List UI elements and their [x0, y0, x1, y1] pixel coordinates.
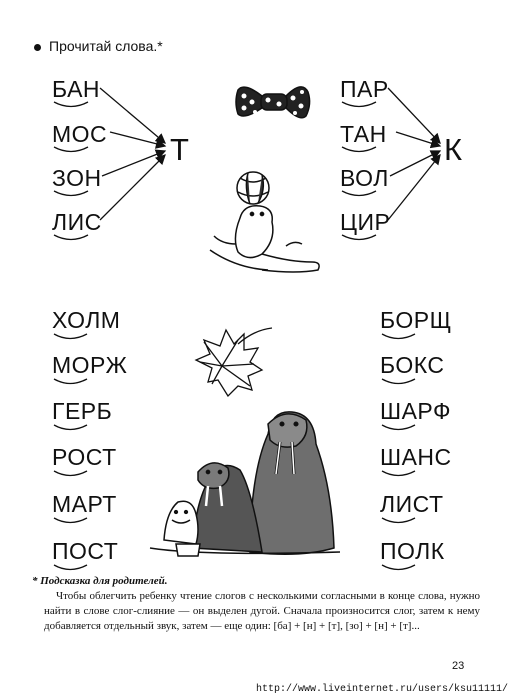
- word-left-4: РОСТ: [52, 444, 117, 470]
- target-letter-k: К: [444, 132, 463, 167]
- parents-hint-body: Чтобы облегчить ребенку чтение слогов с несколькими согласными в конце слова, нужно найти в слове слог-слияние — он выделен дугой. Сначала произносится слог, затем к нему добавляется отдельный звук, затем — еще один: [ба] + [н] + [т], [зо] + [н] + [т]...: [44, 590, 480, 632]
- word-left-3: ГЕРБ: [52, 398, 113, 424]
- word-left-6: ПОСТ: [52, 538, 119, 564]
- syllable-t-1: БАН: [52, 76, 101, 102]
- word-right-2: БОКС: [380, 352, 445, 378]
- word-right-5: ЛИСТ: [380, 491, 444, 517]
- word-left-2: МОРЖ: [52, 352, 128, 378]
- parents-hint-title: * Подсказка для родителей.: [32, 575, 168, 587]
- syllable-k-4: ЦИР: [340, 209, 391, 235]
- target-letter-t: Т: [170, 132, 189, 167]
- word-right-4: ШАНС: [380, 444, 452, 470]
- syllable-arcs-top: [54, 102, 376, 240]
- syllable-k-2: ТАН: [340, 121, 387, 147]
- source-watermark: http://www.liveinternet.ru/users/ksu11111/: [256, 684, 509, 695]
- syllable-t-4: ЛИС: [52, 209, 102, 235]
- syllable-k-3: ВОЛ: [340, 165, 389, 191]
- word-left-5: МАРТ: [52, 491, 117, 517]
- arrows-to-t: [100, 88, 165, 220]
- arrows-to-k: [388, 88, 440, 220]
- word-right-3: ШАРФ: [380, 398, 451, 424]
- walrus-family-icon: [150, 412, 340, 556]
- page-number: 23: [452, 660, 465, 672]
- instruction: Прочитай слова.*: [34, 38, 163, 54]
- parents-hint: [32, 574, 480, 634]
- word-left-1: ХОЛМ: [52, 307, 121, 333]
- seal-with-ball-icon: [210, 172, 319, 272]
- word-right-1: БОРЩ: [380, 307, 452, 333]
- syllable-t-2: МОС: [52, 121, 108, 147]
- syllable-k-1: ПАР: [340, 76, 389, 102]
- syllable-t-3: ЗОН: [52, 165, 102, 191]
- maple-leaf-icon: [196, 328, 272, 396]
- word-right-6: ПОЛК: [380, 538, 445, 564]
- bow-tie-icon: [236, 87, 310, 118]
